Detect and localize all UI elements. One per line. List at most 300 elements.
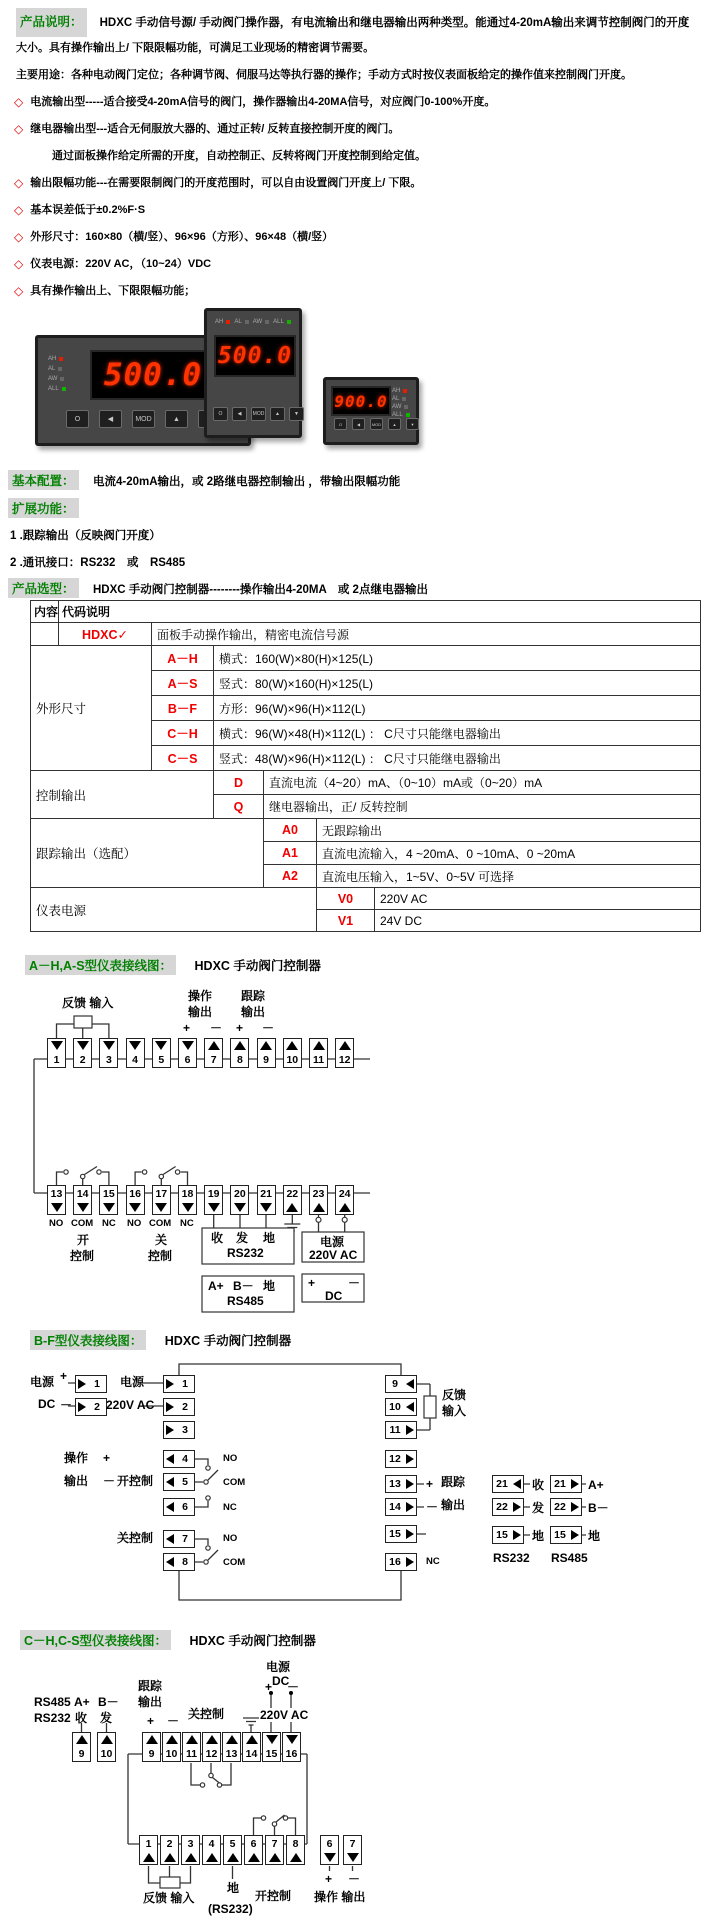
terminal-number: 9 <box>263 1053 270 1066</box>
open-control-label: 控制 <box>70 1249 95 1263</box>
relay-no-label: NO <box>223 1533 238 1544</box>
rs232-rx-label: 收 <box>75 1711 88 1725</box>
rs485-a-label: A+ <box>74 1695 90 1709</box>
dc-label: DC <box>325 1289 343 1303</box>
indicator-lamp: AW <box>392 404 410 410</box>
diagram2-subtitle: HDXC 手动阀门控制器 <box>164 1334 292 1348</box>
diagram2-label: B-F型仪表接线图： <box>30 1330 146 1350</box>
feedback-label: 反馈 <box>442 1388 467 1402</box>
terminal-18 <box>178 1185 197 1215</box>
table-desc: 竖式：80(W)×160(H)×125(L) <box>214 671 701 696</box>
feedback-input-label: 反馈 输入 <box>62 996 114 1010</box>
terminal-number: 10 <box>165 1747 178 1760</box>
rs232-gnd-label: 地 <box>532 1529 545 1543</box>
terminal-number: 13 <box>50 1187 63 1200</box>
table-desc: 竖式：48(W)×96(H)×112(L) ： C尺寸只能继电器输出 <box>214 746 701 771</box>
terminal-21 <box>257 1185 276 1215</box>
terminal-15 <box>99 1185 118 1215</box>
indicator-lamp: AW <box>253 319 269 325</box>
panel-button: MOD <box>132 410 155 428</box>
bullet-sub-item <box>8 143 689 170</box>
terminal-6 <box>320 1835 339 1865</box>
indicator-lamps <box>48 356 66 392</box>
diagram1-title <box>25 955 321 975</box>
terminal-arrow-icon <box>569 1527 581 1543</box>
panel-button: O <box>213 407 228 421</box>
table-desc: 24V DC <box>375 910 701 932</box>
terminal-16 <box>126 1185 145 1215</box>
panel-button: ◀ <box>99 410 122 428</box>
terminal-number: 4 <box>208 1837 215 1850</box>
extensions-label: 扩展功能： <box>8 498 79 518</box>
table-code: C－H <box>152 721 214 746</box>
terminal-number: 3 <box>105 1053 112 1066</box>
terminal-24 <box>335 1185 354 1215</box>
indicator-lamp: ALL <box>48 386 66 392</box>
bullet-text: 电流输出型-----适合接受4-20mA信号的阀门，操作器输出4-20MA信号，对应阀门0-100%开度。 <box>30 96 496 108</box>
terminal-arrow-icon <box>344 1851 361 1864</box>
description-line <box>8 35 689 62</box>
rs232-label: RS232 <box>34 1711 71 1725</box>
tracking-output-label: 跟踪 <box>241 989 266 1003</box>
table-desc: 直流电压输入，1~5V、0~5V 可选择 <box>317 865 701 888</box>
polarity-minus: － <box>60 1398 73 1412</box>
feedback-label: 输入 <box>442 1404 467 1418</box>
terminal-number: 10 <box>389 1401 401 1413</box>
terminal-number: 1 <box>182 1378 188 1390</box>
terminal-number: 15 <box>554 1529 566 1541</box>
polarity-plus: + <box>426 1477 434 1491</box>
indicator-lamps <box>215 319 291 325</box>
terminal-number: 7 <box>182 1533 188 1545</box>
extension-item <box>10 527 161 543</box>
terminal-arrow-icon <box>258 1201 275 1214</box>
table-desc: 方形：96(W)×96(H)×112(L) <box>214 696 701 721</box>
polarity-minus: － <box>103 1474 116 1488</box>
terminal-number: 14 <box>76 1187 89 1200</box>
terminal-number: 21 <box>496 1478 508 1490</box>
terminal-number: 4 <box>132 1053 139 1066</box>
diamond-icon: ◇ <box>14 122 24 136</box>
rs232-tx-label: 发 <box>236 1231 249 1245</box>
rs485-gnd-label: 地 <box>588 1529 601 1543</box>
polarity-plus: + <box>183 1021 191 1035</box>
bullet-text: 通过面板操作给定所需的开度，自动控制正、反转将阀门开度控制到给定值。 <box>52 150 426 162</box>
terminal-number: 9 <box>78 1747 85 1760</box>
table-code: Q <box>214 795 264 819</box>
rs485-label: RS485 <box>34 1695 71 1709</box>
terminal-number: 16 <box>129 1187 141 1200</box>
led-display: 500.0 <box>214 335 296 377</box>
panel-button: MOD <box>251 407 266 421</box>
terminal-number: 6 <box>184 1053 191 1066</box>
terminal-number: 20 <box>234 1187 246 1200</box>
tracking-label: 跟踪 <box>441 1475 466 1489</box>
rs232-label: RS232 <box>493 1551 530 1565</box>
bullet-item <box>8 224 689 251</box>
relay-no-label: NO <box>49 1218 64 1229</box>
polarity-minus: － <box>210 1021 223 1035</box>
polarity-plus: + <box>325 1872 333 1886</box>
terminal-number: 15 <box>496 1529 508 1541</box>
rs232-rx-label: 收 <box>532 1478 545 1492</box>
terminal-22 <box>283 1185 302 1215</box>
description-line <box>8 8 689 35</box>
terminal-14 <box>73 1185 92 1215</box>
table-group-tracking-output: 跟踪输出（选配） <box>31 819 264 888</box>
diamond-icon: ◇ <box>14 257 24 271</box>
terminal-number: 21 <box>554 1478 566 1490</box>
ordering-code-table <box>30 600 701 932</box>
relay-no-label: NO <box>127 1218 142 1229</box>
led-display: 900.0 <box>331 386 391 416</box>
rs485-b-label: B－ <box>588 1501 609 1515</box>
dc-plus-label: + <box>308 1276 316 1290</box>
relay-com-label: COM <box>71 1218 94 1229</box>
polarity-plus: + <box>147 1714 155 1728</box>
terminal-arrow-icon <box>127 1201 144 1214</box>
terminal-7 <box>343 1835 362 1865</box>
close-control-label: 控制 <box>148 1249 173 1263</box>
power-220vac-label: 220V AC <box>309 1248 358 1262</box>
terminal-arrow-icon <box>336 1201 353 1214</box>
table-code: C－S <box>152 746 214 771</box>
polarity-plus: + <box>103 1451 111 1465</box>
terminal-number: 21 <box>260 1187 272 1200</box>
table-code: V0 <box>317 888 375 910</box>
terminal-number: 17 <box>155 1187 168 1200</box>
terminal-number: 2 <box>166 1837 173 1850</box>
description-text: 大小。具有操作输出上/ 下限限幅功能，可满足工业现场的精密调节需要。 <box>16 42 375 54</box>
terminal-number: 7 <box>349 1837 356 1850</box>
diagram1-subtitle: HDXC 手动阀门控制器 <box>194 959 321 973</box>
basic-config-text: 电流4-20mA输出，或 2路继电器控制输出 ，带输出限幅功能 <box>92 476 401 488</box>
wiring-diagram-ah-as <box>30 988 680 1323</box>
led-display: 500.0 <box>90 350 216 400</box>
terminal-number: 23 <box>312 1187 325 1200</box>
section-product-description <box>8 8 689 305</box>
diagram3-title <box>20 1630 316 1650</box>
terminal-number: 11 <box>185 1747 198 1760</box>
bullet-item <box>8 89 689 116</box>
terminal-number: 12 <box>205 1747 218 1760</box>
diagram3-label: C－H,C-S型仪表接线图： <box>20 1630 171 1650</box>
table-desc: 无跟踪输出 <box>317 819 701 842</box>
table-group-control-output: 控制输出 <box>31 771 214 819</box>
diamond-icon: ◇ <box>14 284 24 298</box>
panel-button: ▲ <box>270 407 285 421</box>
terminal-20 <box>230 1185 249 1215</box>
indicator-lamp: AH <box>392 388 410 394</box>
relay-nc-label: NC <box>426 1556 440 1567</box>
open-control-label: 开控制 <box>117 1474 154 1488</box>
table-header-code-description: 代码说明 <box>59 601 701 623</box>
bullet-item <box>8 116 689 143</box>
section-basic-config <box>8 470 400 490</box>
relay-com-label: COM <box>223 1477 246 1488</box>
panel-button: ▼ <box>289 407 304 421</box>
rs485-label: RS485 <box>551 1551 588 1565</box>
indicator-lamp: ALL <box>392 412 410 418</box>
relay-com-label: COM <box>223 1557 246 1568</box>
close-control-label: 关控制 <box>188 1707 225 1721</box>
power-220vac-label: 220V AC <box>106 1398 155 1412</box>
operate-output-label: 操作 <box>188 989 213 1003</box>
terminal-arrow-icon <box>74 1201 91 1214</box>
terminal-number: 15 <box>389 1528 401 1540</box>
bullet-text: 基本误差低于±0.2%F·S <box>30 204 146 216</box>
relay-no-label: NO <box>223 1453 238 1464</box>
diamond-icon: ◇ <box>14 176 24 190</box>
polarity-plus: + <box>60 1369 68 1383</box>
terminal-number: 14 <box>389 1501 401 1513</box>
panel-meter-96x48 <box>323 377 419 445</box>
tracking-label: 输出 <box>441 1498 466 1512</box>
device-photos <box>0 295 710 447</box>
extension-item-text: 2 .通讯接口：RS232 或 RS485 <box>10 557 186 569</box>
terminal-strip-bottom <box>30 988 680 1323</box>
terminal-number: 2 <box>182 1401 188 1413</box>
indicator-lamp: AL <box>392 396 410 402</box>
operate-output-label: 输出 <box>188 1005 213 1019</box>
table-desc: 继电器输出，正/ 反转控制 <box>264 795 701 819</box>
diamond-icon: ◇ <box>14 203 24 217</box>
terminal-23 <box>309 1185 328 1215</box>
description-text: 主要用途：各种电动阀门定位；各种调节阀、伺服马达等执行器的操作；手动方式时按仪表面板给定的操作值来控制阀门开度。 <box>16 69 632 81</box>
output-label: 输出 <box>64 1474 89 1488</box>
relay-nc-label: NC <box>223 1502 237 1513</box>
description-text: HDXC 手动信号源/ 手动阀门操作器，有电流输出和继电器输出两种类型。能通过4-20mA输出来调节控制阀门的开度 <box>99 17 690 29</box>
table-desc-model: 面板手动操作输出，精密电流信号源 <box>152 623 701 646</box>
terminal-number: 10 <box>100 1747 113 1760</box>
terminal-number: 2 <box>94 1401 100 1413</box>
tracking-output-label: 输出 <box>241 1005 266 1019</box>
extension-item-text: 1 .跟踪输出（反映阀门开度） <box>10 530 161 542</box>
polarity-plus: + <box>236 1021 244 1035</box>
terminal-arrow-icon <box>321 1851 338 1864</box>
terminal-number: 6 <box>250 1837 257 1850</box>
product-description-label: 产品说明： <box>16 8 87 37</box>
terminal-number: 7 <box>210 1053 217 1066</box>
panel-button: ▼ <box>406 418 419 430</box>
product-selection-label: 产品选型： <box>8 578 79 598</box>
panel-button: ◀ <box>232 407 247 421</box>
panel-meter-96x96 <box>204 308 302 438</box>
close-control-label: 关控制 <box>117 1531 154 1545</box>
terminal-number: 5 <box>229 1837 236 1850</box>
table-group-dimensions: 外形尺寸 <box>31 646 152 771</box>
terminal-21 <box>550 1475 582 1493</box>
terminal-number: 16 <box>389 1556 401 1568</box>
basic-config-label: 基本配置： <box>8 470 79 490</box>
section-product-selection <box>8 578 428 598</box>
terminal-number: 13 <box>225 1747 238 1760</box>
terminal-arrow-icon <box>231 1201 248 1214</box>
wiring-diagram-bf <box>30 1360 690 1610</box>
terminal-number: 18 <box>181 1187 194 1200</box>
rs485-b-label: B－ <box>233 1279 254 1293</box>
power-label: 电源 <box>266 1660 291 1674</box>
panel-button: MOD <box>370 418 383 430</box>
rs232-gnd-label: 地 <box>263 1231 276 1245</box>
terminal-number: 5 <box>182 1476 188 1488</box>
rs485-gnd-label: 地 <box>263 1279 276 1293</box>
polarity-minus: － <box>426 1500 439 1514</box>
terminal-number: 8 <box>236 1053 243 1066</box>
indicator-lamp: AH <box>215 319 230 325</box>
relay-nc-label: NC <box>180 1218 194 1229</box>
table-code: V1 <box>317 910 375 932</box>
bullet-text: 输出限幅功能---在需要限制阀门的开度范围时，可以自由设置阀门开度上/ 下限。 <box>30 177 422 189</box>
polarity-minus: － <box>348 1872 361 1886</box>
terminal-number: 16 <box>285 1747 298 1760</box>
terminal-17 <box>152 1185 171 1215</box>
rs232-tx-label: 发 <box>532 1501 545 1515</box>
section-extensions <box>8 498 79 518</box>
rs232-rx-label: 收 <box>211 1231 224 1245</box>
relay-nc-label: NC <box>102 1218 116 1229</box>
terminal-number: 3 <box>187 1837 194 1850</box>
power-label: 电源 <box>320 1235 345 1249</box>
table-code: A0 <box>264 819 317 842</box>
diagram2-title <box>30 1330 291 1350</box>
bullet-item <box>8 197 689 224</box>
description-line <box>8 62 689 89</box>
front-panel-buttons <box>66 410 221 428</box>
panel-button: O <box>66 410 89 428</box>
table-desc: 直流电流（4~20）mA、（0~10）mA或（0~20）mA <box>264 771 701 795</box>
terminal-number: 22 <box>496 1501 508 1513</box>
extension-item <box>10 554 185 570</box>
panel-button: ◀ <box>352 418 365 430</box>
rs232-paren-label: (RS232) <box>208 1902 253 1916</box>
terminal-number: 14 <box>245 1747 258 1760</box>
indicator-lamp: AH <box>48 356 66 362</box>
terminal-number: 3 <box>182 1424 188 1436</box>
tracking-label: 跟踪 <box>138 1679 163 1693</box>
terminal-22 <box>550 1498 582 1516</box>
rs232-tx-label: 发 <box>100 1711 113 1725</box>
gnd-label: 地 <box>227 1881 240 1895</box>
terminal-arrow-icon <box>569 1499 581 1515</box>
dc-power-label: 电源 <box>30 1375 55 1389</box>
rs232-label: RS232 <box>227 1246 264 1260</box>
operate-output-label: 操作 输出 <box>314 1890 366 1904</box>
rs485-a-label: A+ <box>208 1279 224 1293</box>
dc-minus-label: － <box>348 1276 361 1290</box>
diagram3-subtitle: HDXC 手动阀门控制器 <box>189 1634 316 1648</box>
terminal-number: 15 <box>265 1747 278 1760</box>
terminal-arrow-icon <box>153 1201 170 1214</box>
table-code-model: HDXC✓ <box>59 623 152 646</box>
power-label: 电源 <box>120 1375 145 1389</box>
terminal-arrow-icon <box>100 1201 117 1214</box>
wiring-diagram-ch-cs <box>20 1660 700 1924</box>
terminal-number: 7 <box>271 1837 278 1850</box>
terminal-number: 6 <box>182 1501 188 1513</box>
terminal-number: 10 <box>286 1053 299 1066</box>
terminal-number: 12 <box>389 1453 401 1465</box>
table-desc: 直流电流输入，4 ~20mA、0 ~10mA、0 ~20mA <box>317 842 701 865</box>
table-desc: 220V AC <box>375 888 701 910</box>
terminal-number: 2 <box>79 1053 86 1066</box>
terminal-number: 6 <box>326 1837 333 1850</box>
terminal-number: 24 <box>338 1187 351 1200</box>
terminal-19 <box>204 1185 223 1215</box>
close-control-label: 关 <box>155 1233 168 1247</box>
bullet-item <box>8 251 689 278</box>
diamond-icon: ◇ <box>14 95 24 109</box>
terminal-number: 11 <box>312 1053 325 1066</box>
table-cell-empty <box>31 623 59 646</box>
rs485-a-label: A+ <box>588 1478 604 1492</box>
rs485-b-label: B－ <box>98 1695 119 1709</box>
diagram1-label: A－H,A-S型仪表接线图： <box>25 955 176 975</box>
polarity-minus: － <box>287 1680 300 1694</box>
table-code: B－F <box>152 696 214 721</box>
terminal-arrow-icon <box>205 1201 222 1214</box>
terminal-number: 22 <box>286 1187 299 1200</box>
operate-label: 操作 <box>64 1451 89 1465</box>
open-control-label: 开 <box>77 1233 90 1247</box>
terminal-number: 1 <box>94 1378 100 1390</box>
table-code: A2 <box>264 865 317 888</box>
table-group-power: 仪表电源 <box>31 888 317 932</box>
table-code: A1 <box>264 842 317 865</box>
terminal-number: 1 <box>53 1053 60 1066</box>
terminal-number: 8 <box>182 1556 188 1568</box>
front-panel-buttons <box>334 418 419 430</box>
diamond-icon: ◇ <box>14 230 24 244</box>
bullet-text: 外形尺寸：160×80（横/竖）、96×96（方形）、96×48（横/竖） <box>30 231 334 243</box>
terminal-number: 22 <box>554 1501 566 1513</box>
table-code: A－S <box>152 671 214 696</box>
terminal-number: 1 <box>145 1837 152 1850</box>
product-selection-text: HDXC 手动阀门控制器--------操作输出4-20MA 或 2点继电器输出 <box>92 584 428 596</box>
terminal-number: 8 <box>292 1837 299 1850</box>
table-code: D <box>214 771 264 795</box>
terminal-number: 12 <box>338 1053 351 1066</box>
terminal-number: 15 <box>103 1187 115 1200</box>
panel-button: ▲ <box>388 418 401 430</box>
terminal-number: 4 <box>182 1453 188 1465</box>
dc-label: DC <box>272 1674 290 1688</box>
indicator-lamp: AW <box>48 376 66 382</box>
terminal-arrow-icon <box>569 1476 581 1492</box>
polarity-minus: － <box>167 1714 180 1728</box>
terminal-number: 9 <box>392 1378 398 1390</box>
rs485-label: RS485 <box>227 1294 264 1308</box>
polarity-plus: + <box>265 1680 273 1694</box>
open-control-label: 开控制 <box>255 1889 292 1903</box>
bullet-text: 继电器输出型---适合无伺服放大器的、通过正转/ 反转直接控制开度的阀门。 <box>30 123 400 135</box>
table-desc: 横式：160(W)×80(H)×125(L) <box>214 646 701 671</box>
table-header-content: 内容 <box>31 601 59 623</box>
front-panel-buttons <box>213 407 304 421</box>
indicator-lamps <box>392 388 410 418</box>
dc-label: DC <box>38 1397 56 1411</box>
power-220vac-label: 220V AC <box>260 1708 309 1722</box>
panel-button: O <box>334 418 347 430</box>
polarity-minus: － <box>262 1021 275 1035</box>
indicator-lamp: AL <box>48 366 66 372</box>
relay-com-label: COM <box>149 1218 172 1229</box>
panel-button: ▲ <box>165 410 188 428</box>
terminal-number: 5 <box>158 1053 165 1066</box>
terminal-arrow-icon <box>179 1201 196 1214</box>
terminal-13 <box>47 1185 66 1215</box>
feedback-input-label: 反馈 输入 <box>143 1891 195 1905</box>
